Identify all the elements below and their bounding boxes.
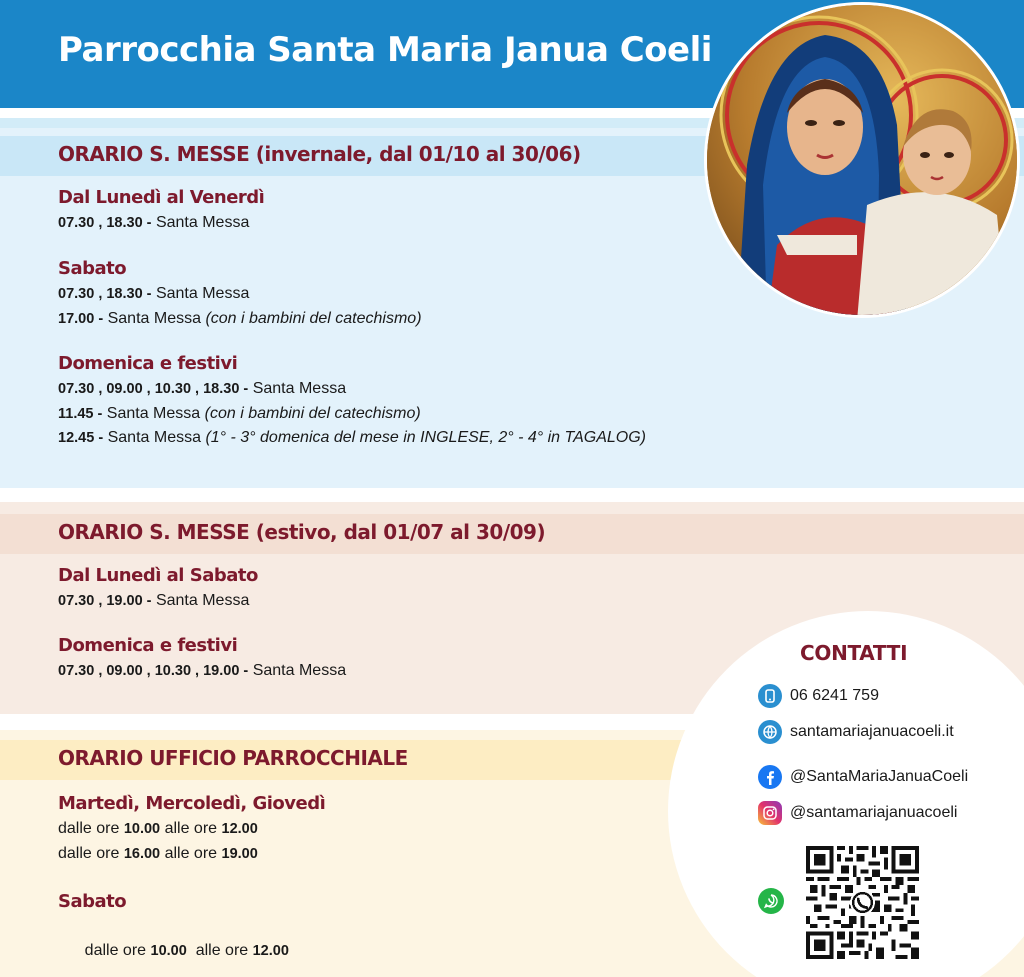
winter-section-title: ORARIO S. MESSE (invernale, dal 01/10 al 30/06) [58,142,581,166]
mass-times: 07.30 , 19.00 - [58,593,152,609]
group-heading: Martedì, Mercoledì, Giovedì [58,793,326,814]
instagram-icon [758,801,782,825]
mass-time-line [58,659,346,684]
office-section-title: ORARIO UFFICIO PARROCCHIALE [58,746,408,770]
hours-end: 12.00 [221,821,258,837]
mass-time-line [58,377,646,402]
contact-instagram[interactable] [758,801,957,825]
hours-text: alle ore [160,820,222,837]
summer-weekdays-block [58,564,258,614]
winter-saturday-block [58,257,422,331]
office-hours-line [58,842,325,867]
mass-label: Santa Messa [151,592,250,609]
hours-text: dalle ore [58,820,124,837]
facebook-handle[interactable]: @SantaMariaJanuaCoeli [790,768,969,785]
hours-start: 10.00 [150,942,187,959]
group-heading: Sabato [58,891,127,912]
mass-times: 12.45 - [58,430,104,446]
mass-label: Santa Messa [102,404,205,422]
whatsapp-icon [758,888,784,914]
summer-sunday-block [58,634,346,684]
qr-code-icon [806,846,919,959]
mass-time-line [58,589,258,614]
mass-time-line [58,402,646,427]
contact-website[interactable] [758,720,954,744]
mass-label: Santa Messa [103,429,206,446]
mass-time-line [58,211,264,236]
contacts-title: CONTATTI [800,641,908,665]
hours-start: 10.00 [123,821,161,837]
group-heading: Dal Lunedì al Venerdì [58,187,265,208]
mass-times: 07.30 , 18.30 - [58,286,152,302]
hours-end: 19.00 [221,845,258,862]
facebook-icon [758,765,782,789]
phone-icon [758,684,782,708]
office-hours-line [58,817,325,842]
mass-label: Santa Messa [248,662,347,679]
hours-text: dalle ore [58,844,124,862]
mass-note: (con i bambini del catechismo) [204,404,421,422]
contact-facebook[interactable] [758,765,968,789]
summer-section-title-bar [0,514,1024,554]
office-hours-line [58,915,289,977]
mass-time-line [58,282,422,307]
website-link[interactable]: santamariajanuacoeli.it [790,723,954,740]
hours-text: dalle ore [84,941,151,959]
group-heading: Dal Lunedì al Sabato [58,565,258,586]
mass-time-line [58,426,646,451]
winter-weekdays-block [58,186,264,236]
mass-times: 11.45 - [58,405,103,422]
contact-whatsapp[interactable] [758,888,792,914]
mass-label: Santa Messa [248,380,347,397]
mass-note: (con i bambini del catechismo) [205,309,422,327]
contact-phone[interactable] [758,684,879,708]
instagram-handle[interactable]: @santamariajanuacoeli [790,804,958,821]
office-weekdays-block [58,792,325,866]
office-saturday-block [58,890,289,977]
group-heading: Sabato [58,258,127,279]
summer-section-title: ORARIO S. MESSE (estivo, dal 01/07 al 30/09) [58,520,546,544]
madonna-and-child-image [704,2,1020,318]
mass-times: 07.30 , 09.00 , 10.30 , 18.30 - [58,381,249,397]
page-title: Parrocchia Santa Maria Janua Coeli [58,30,712,70]
hours-start: 16.00 [123,845,161,862]
mass-times: 07.30 , 18.30 - [58,215,152,231]
hours-text: alle ore [186,941,253,959]
hours-text: alle ore [160,844,222,862]
mass-note: (1° - 3° domenica del mese in INGLESE, 2° - 4° in TAGALOG) [205,429,647,446]
group-heading: Domenica e festivi [58,635,238,656]
whatsapp-qr-code[interactable] [806,846,919,959]
mass-label: Santa Messa [103,309,206,327]
mosaic-illustration [707,5,1020,318]
mass-label: Santa Messa [151,285,250,302]
mass-times: 17.00 - [58,310,104,327]
phone-number: 06 6241 759 [790,687,879,704]
winter-sunday-block [58,352,646,451]
mass-times: 07.30 , 09.00 , 10.30 , 19.00 - [58,663,249,679]
hours-end: 12.00 [252,942,289,959]
mass-label: Santa Messa [151,214,250,231]
mass-time-line [58,307,422,332]
group-heading: Domenica e festivi [58,353,238,374]
globe-icon [758,720,782,744]
